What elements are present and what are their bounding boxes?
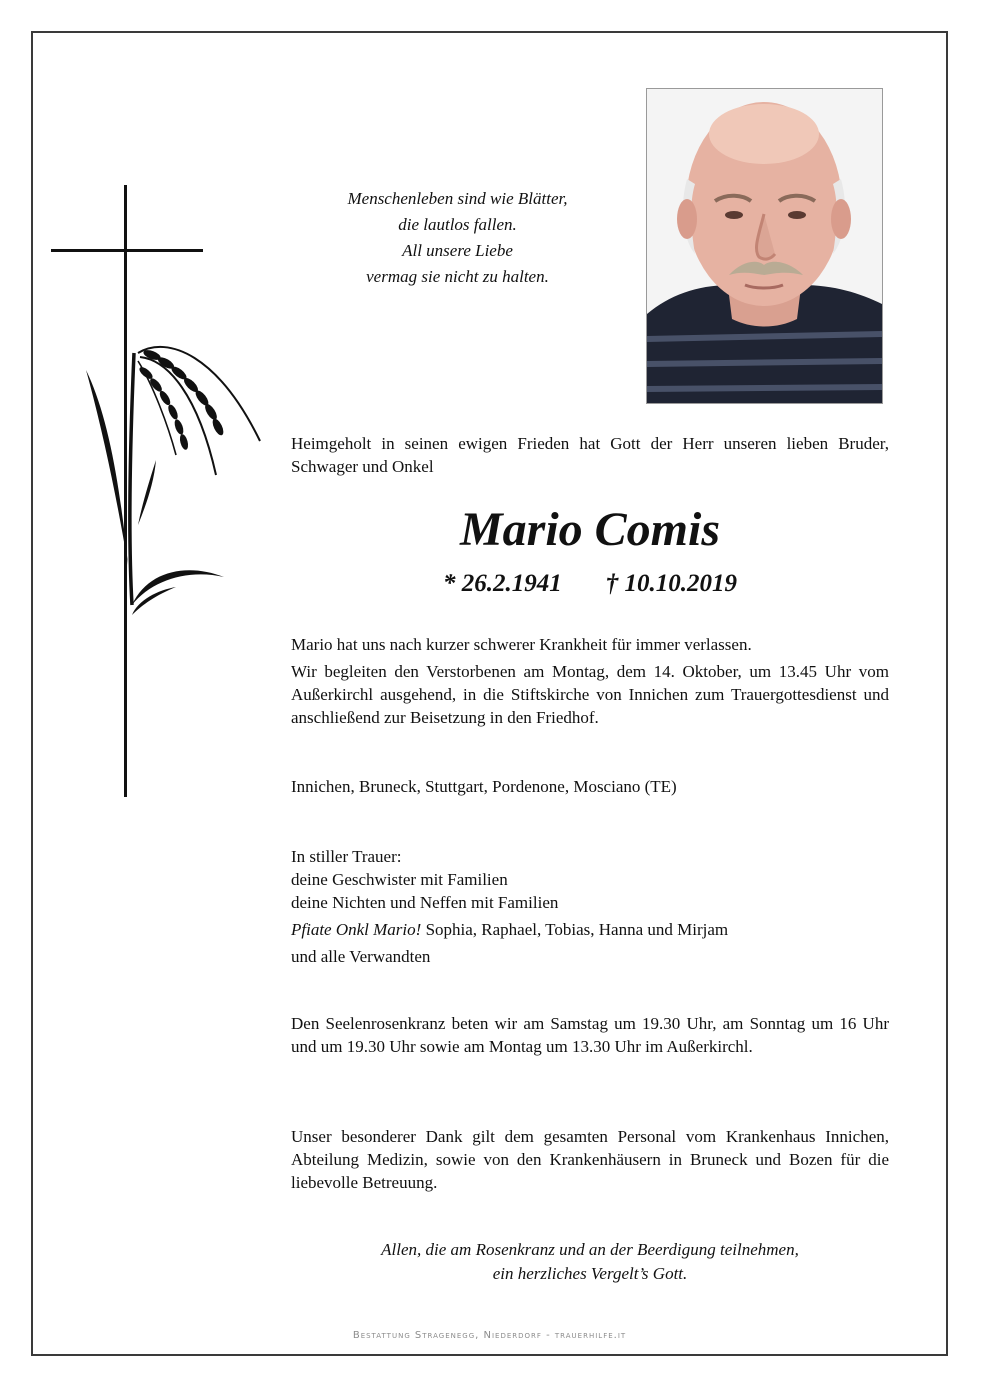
mourners-relatives: und alle Verwandten — [291, 947, 431, 966]
poem-line: die lautlos fallen. — [398, 215, 517, 234]
poem-line: vermag sie nicht zu halten. — [366, 267, 549, 286]
mourners-nieces-nephews: deine Nichten und Neffen mit Familien — [291, 893, 559, 912]
thanks-text: Unser besonderer Dank gilt dem gesamten Personal vom Krankenhaus Innichen, Abteilung Medizin, sowie von den Krankenhäusern in Bruneck und Bozen für die liebevolle Betreuung. — [291, 1127, 889, 1192]
closing-line: ein herzliches Vergelt’s Gott. — [492, 1264, 688, 1283]
poem — [300, 186, 615, 290]
intro-paragraph: Heimgeholt in seinen ewigen Frieden hat Gott der Herr unseren lieben Bruder, Schwager und Onkel — [291, 434, 889, 476]
rosary-text: Den Seelenrosenkranz beten wir am Samstag um 19.30 Uhr, am Sonntag um 16 Uhr und um 19.30 Uhr sowie am Montag um 13.30 Uhr im Außerkirchl. — [291, 1014, 889, 1056]
closing-note — [291, 1238, 889, 1286]
places — [291, 775, 889, 798]
mourners-heading: In stiller Trauer: — [291, 847, 402, 866]
birth-date: * 26.2.1941 — [443, 570, 562, 597]
life-dates — [291, 568, 889, 600]
thanks — [291, 1125, 889, 1194]
announcement — [291, 633, 889, 729]
poem-line: All unsere Liebe — [402, 241, 513, 260]
farewell-names: Sophia, Raphael, Tobias, Hanna und Mirjam — [425, 920, 729, 939]
places-text: Innichen, Bruneck, Stuttgart, Pordenone, Mosciano (TE) — [291, 777, 677, 796]
cross-wheat-icon — [48, 185, 268, 805]
deceased-name: Mario Comis — [459, 503, 721, 556]
death-date: † 10.10.2019 — [605, 570, 737, 597]
intro-text — [291, 432, 889, 478]
closing-line: Allen, die am Rosenkranz und an der Beerdigung teilnehmen, — [381, 1240, 799, 1259]
poem-line: Menschenleben sind wie Blätter, — [347, 189, 568, 208]
rosary-info — [291, 1012, 889, 1058]
farewell-greeting: Pfiate Onkl Mario! — [291, 920, 422, 939]
mourners-farewell — [291, 918, 889, 941]
announcement-paragraph: Mario hat uns nach kurzer schwerer Krankheit für immer verlassen. — [291, 635, 752, 654]
footer-credit: Bestattung Stragenegg, Niederdorf - trauerhilfe.it — [352, 1330, 627, 1341]
portrait-photo — [646, 88, 883, 404]
mourners-siblings: deine Geschwister mit Familien — [291, 870, 508, 889]
announcement-paragraph: Wir begleiten den Verstorbenen am Montag, dem 14. Oktober, um 13.45 Uhr vom Außerkirchl ausgehend, in die Stiftskirche von Innichen zum Trauergottesdienst und anschließend zur Beisetzung in den Friedhof. — [291, 662, 889, 727]
mourners — [291, 845, 889, 968]
